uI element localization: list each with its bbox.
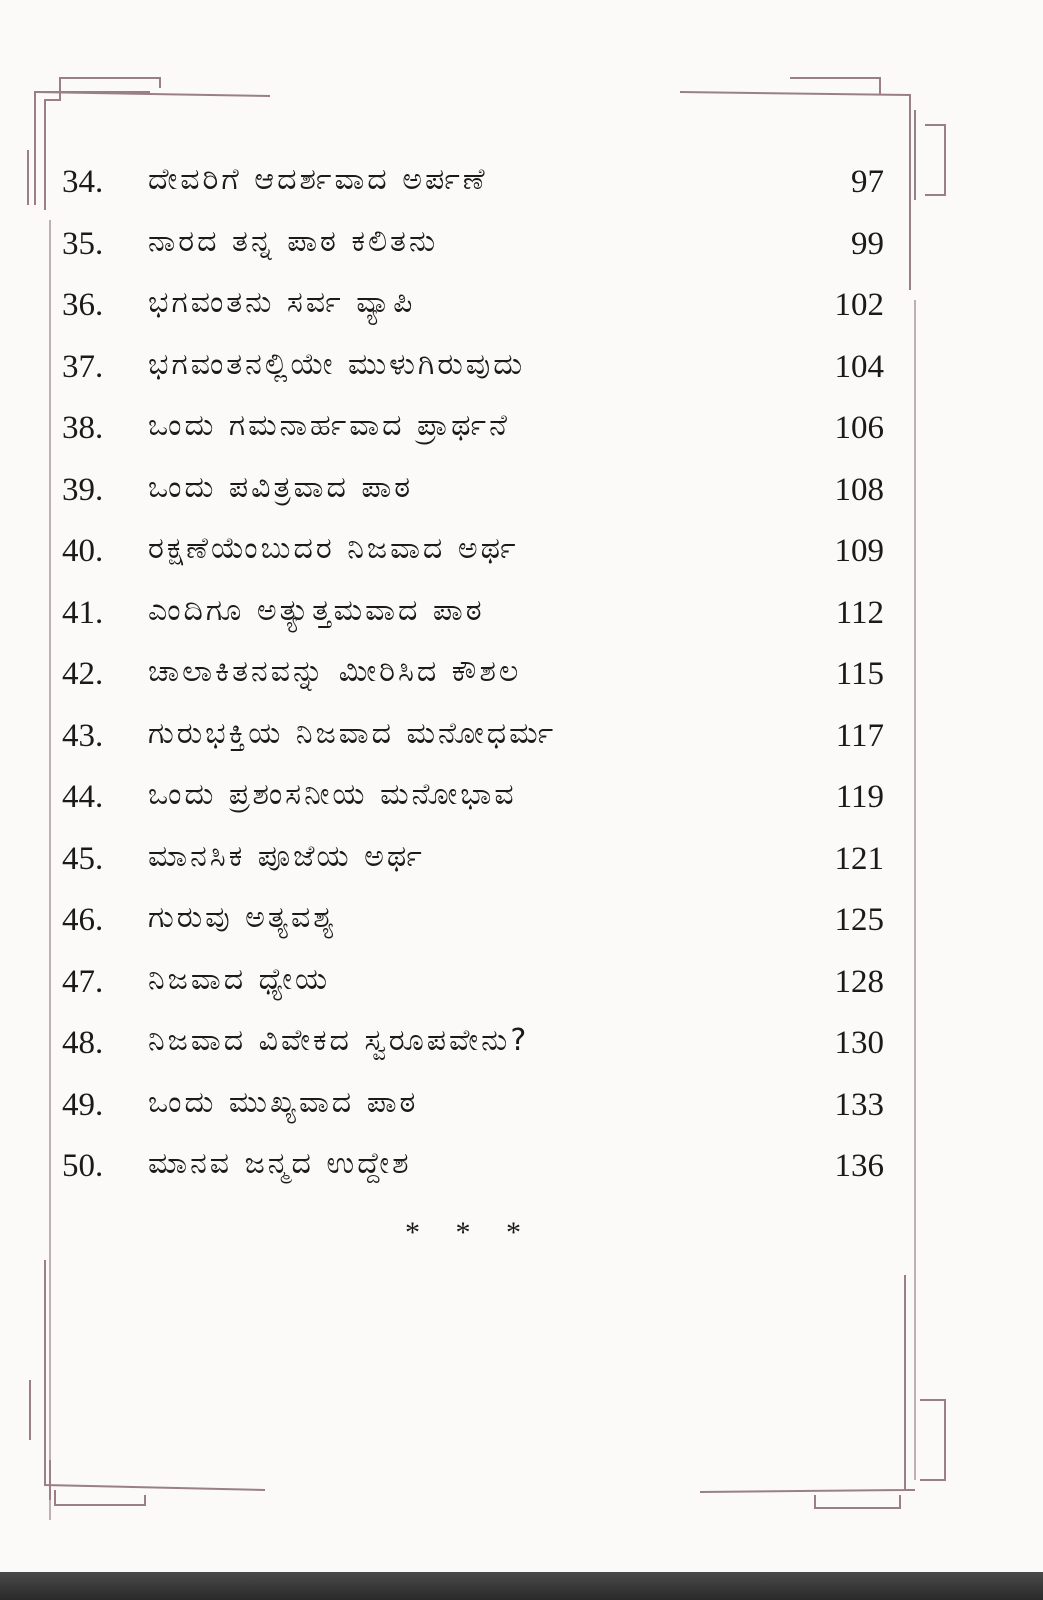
chapter-number: 42. xyxy=(62,656,104,692)
chapter-title: ಚಾಲಾಕಿತನವನ್ನು ಮೀರಿಸಿದ ಕೌಶಲ xyxy=(148,654,522,689)
chapter-title: ಒಂದು ಗಮನಾರ್ಹವಾದ ಪ್ರಾರ್ಥನೆ xyxy=(148,408,510,443)
page-edge-shadow xyxy=(0,1572,1043,1600)
toc-entry-35[interactable] xyxy=(62,214,882,276)
chapter-number: 46. xyxy=(62,902,104,938)
toc-entry-41[interactable] xyxy=(62,583,882,645)
page-number: 117 xyxy=(835,717,884,754)
chapter-number: 44. xyxy=(62,779,104,815)
toc-entry-46[interactable] xyxy=(62,890,882,952)
chapter-number: 45. xyxy=(62,840,104,877)
toc-entry-42[interactable] xyxy=(62,644,882,706)
chapter-number: 39. xyxy=(62,471,104,508)
toc-entry-49[interactable] xyxy=(62,1075,882,1137)
page-number: 104 xyxy=(834,348,884,385)
page-number: 121 xyxy=(834,840,884,877)
chapter-title: ಗುರುಭಕ್ತಿಯ ನಿಜವಾದ ಮನೋಧರ್ಮ xyxy=(148,715,557,751)
chapter-title: ಗುರುವು ಅತ್ಯವಶ್ಯ xyxy=(148,900,337,935)
page-number: 106 xyxy=(834,410,884,446)
chapter-number: 38. xyxy=(62,410,104,446)
chapter-title: ಎಂದಿಗೂ ಅತ್ಯುತ್ತಮವಾದ ಪಾಠ xyxy=(148,592,485,628)
toc-entry-40[interactable] xyxy=(62,521,882,583)
page-number: 99 xyxy=(851,225,884,262)
toc-entry-44[interactable] xyxy=(62,767,882,829)
toc-entry-50[interactable] xyxy=(62,1136,882,1198)
toc-entry-36[interactable] xyxy=(62,275,882,337)
chapter-title: ನಾರದ ತನ್ನ ಪಾಠ ಕಲಿತನು xyxy=(148,223,439,259)
chapter-number: 50. xyxy=(62,1148,104,1184)
chapter-number: 41. xyxy=(62,594,104,631)
chapter-number: 47. xyxy=(62,963,104,1000)
chapter-title: ನಿಜವಾದ ಧ್ಯೇಯ xyxy=(148,961,331,997)
toc-entry-34[interactable] xyxy=(62,152,882,214)
chapter-title: ಮಾನಸಿಕ ಪೂಜೆಯ ಅರ್ಥ xyxy=(148,838,425,874)
page-number: 109 xyxy=(834,533,884,569)
page-number: 112 xyxy=(835,594,884,631)
chapter-title: ನಿಜವಾದ ವಿವೇಕದ ಸ್ವರೂಪವೇನು? xyxy=(148,1023,530,1058)
chapter-title: ರಕ್ಷಣೆಯೆಂಬುದರ ನಿಜವಾದ ಅರ್ಥ xyxy=(148,531,519,566)
table-of-contents xyxy=(62,152,882,1198)
page-number: 97 xyxy=(851,164,884,200)
chapter-title: ಮಾನವ ಜನ್ಮದ ಉದ್ದೇಶ xyxy=(148,1146,412,1181)
chapter-title: ದೇವರಿಗೆ ಆದರ್ಶವಾದ ಅರ್ಪಣೆ xyxy=(148,162,488,197)
page-number: 102 xyxy=(834,287,884,323)
chapter-number: 48. xyxy=(62,1025,104,1061)
chapter-number: 49. xyxy=(62,1086,104,1123)
chapter-title: ಭಗವಂತನಲ್ಲಿಯೇ ಮುಳುಗಿರುವುದು xyxy=(148,346,526,382)
toc-entry-43[interactable] xyxy=(62,706,882,768)
page-number: 125 xyxy=(834,902,884,938)
chapter-number: 43. xyxy=(62,717,104,754)
chapter-number: 40. xyxy=(62,533,104,569)
chapter-title: ಭಗವಂತನು ಸರ್ವ ವ್ಯಾಪಿ xyxy=(148,285,416,320)
toc-entry-37[interactable] xyxy=(62,337,882,399)
chapter-title: ಒಂದು ಪ್ರಶಂಸನೀಯ ಮನೋಭಾವ xyxy=(148,777,517,812)
chapter-title: ಒಂದು ಪವಿತ್ರವಾದ ಪಾಠ xyxy=(148,469,414,505)
section-end-mark: * * * xyxy=(405,1216,535,1249)
page-number: 115 xyxy=(835,656,884,692)
page-number: 130 xyxy=(834,1025,884,1061)
chapter-number: 36. xyxy=(62,287,104,323)
chapter-number: 37. xyxy=(62,348,104,385)
chapter-title: ಒಂದು ಮುಖ್ಯವಾದ ಪಾಠ xyxy=(148,1084,419,1120)
chapter-number: 34. xyxy=(62,164,104,200)
toc-entry-39[interactable] xyxy=(62,460,882,522)
page-number: 119 xyxy=(835,779,884,815)
toc-entry-47[interactable] xyxy=(62,952,882,1014)
page-number: 108 xyxy=(834,471,884,508)
page-number: 128 xyxy=(834,963,884,1000)
toc-entry-38[interactable] xyxy=(62,398,882,460)
toc-entry-48[interactable] xyxy=(62,1013,882,1075)
page-number: 133 xyxy=(834,1086,884,1123)
chapter-number: 35. xyxy=(62,225,104,262)
page-number: 136 xyxy=(834,1148,884,1184)
toc-entry-45[interactable] xyxy=(62,829,882,891)
